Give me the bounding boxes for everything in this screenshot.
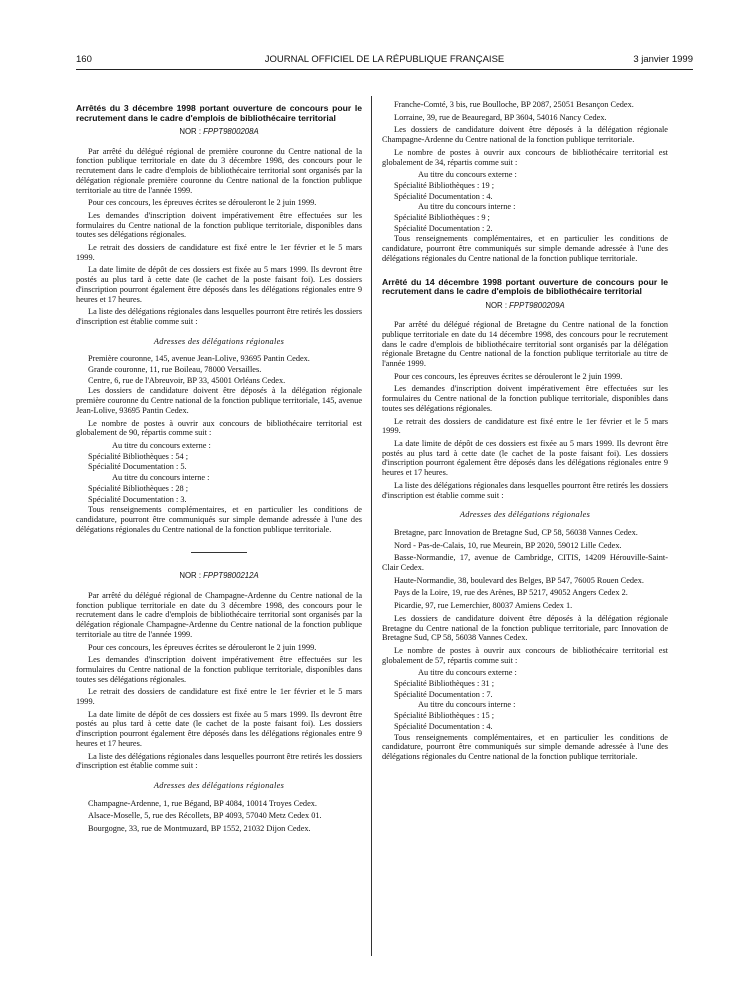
nor-code: FPPT9800212A (203, 571, 259, 581)
paragraph: Le nombre de postes à ouvrir aux concours de bibliothécaire territorial est globalement de 57, répartis comme suit : (382, 645, 668, 665)
paragraph: La date limite de dépôt de ces dossiers est fixée au 5 mars 1999. Ils devront être postés au plus tard à cette date (le cachet de la poste faisant foi). Les dossiers d'inscription pourront également être déposés dans les délégations régionales entre 9 heures et 17 heures. (76, 265, 362, 304)
paragraph: Tous renseignements complémentaires, et en particulier les conditions de candidature, pourront être communiqués sur simple demande adressée à l'une des délégations régionales du Centre national de la fonction publique territoriale. (382, 732, 668, 761)
list-item: Spécialité Documentation : 7. (394, 689, 493, 699)
list-heading: Au titre du concours externe : (112, 440, 211, 450)
address-line: Bourgogne, 33, rue de Montmuzard, BP 1552, 21032 Dijon Cedex. (88, 824, 311, 834)
paragraph: La liste des délégations régionales dans lesquelles pourront être retirés les dossiers d'inscription est établie comme suit : (76, 751, 362, 771)
paragraph: Les demandes d'inscription doivent impérativement être effectuées sur les formulaires du Centre national de la fonction publique territoriale, disponibles dans toutes ses délégations régionales. (382, 384, 668, 413)
list-item: Spécialité Bibliothèques : 9 ; (394, 213, 490, 223)
list-heading: Au titre du concours interne : (418, 202, 516, 212)
paragraph: Les demandes d'inscription doivent impérativement être effectuées sur les formulaires du Centre national de la fonction publique territoriale, disponibles dans toutes ses délégations régionales. (76, 210, 362, 240)
paragraph: Le nombre de postes à ouvrir aux concours de bibliothécaire territorial est globalement de 90, répartis comme suit : (76, 418, 362, 438)
decree-title: Arrêté du 14 décembre 1998 portant ouverture de concours pour le recrutement dans le cadre d'emplois de bibliothécaire territorial (382, 276, 668, 297)
address-line: Nord - Pas-de-Calais, 10, rue Meurein, BP 2020, 59012 Lille Cedex. (394, 540, 622, 550)
header-rule (76, 69, 693, 70)
list-item: Spécialité Bibliothèques : 15 ; (394, 711, 495, 721)
address-line: Haute-Normandie, 38, boulevard des Belges, BP 547, 76005 Rouen Cedex. (394, 575, 644, 585)
paragraph: Le retrait des dossiers de candidature est fixé entre le 1er février et le 5 mars 1999. (76, 687, 362, 707)
address-line: Première couronne, 145, avenue Jean-Lolive, 93695 Pantin Cedex. (88, 354, 310, 364)
paragraph: Pour ces concours, les épreuves écrites se dérouleront le 2 juin 1999. (394, 371, 623, 381)
section-heading: Adresses des délégations régionales (459, 510, 591, 520)
column-separator (371, 96, 372, 956)
paragraph: Par arrêté du délégué régional de Champagne-Ardenne du Centre national de la fonction publique territoriale en date du 3 décembre 1998, des concours pour le recrutement dans le cadre d'emplois de bibliothécaire territorial sont organisés par la délégation régionale Champagne-Ardenne du Centre national de la fonction publique territoriale au titre de l'année 1999. (76, 591, 362, 639)
list-item: Spécialité Documentation : 4. (394, 191, 493, 201)
section-divider (191, 552, 247, 553)
paragraph: La liste des délégations régionales dans lesquelles pourront être retirés les dossiers d'inscription est établie comme suit : (76, 307, 362, 326)
list-heading: Au titre du concours interne : (418, 700, 516, 710)
paragraph: Les demandes d'inscription doivent impérativement être effectuées sur les formulaires du Centre national de la fonction publique territoriale, disponibles dans toutes ses délégations régionales. (76, 655, 362, 684)
right-column (382, 100, 668, 765)
page-header (76, 54, 693, 68)
paragraph: Les dossiers de candidature doivent être déposés à la délégation régionale Champagne-Ardenne du Centre national de la fonction publique territoriale. (382, 125, 668, 145)
address-line: Lorraine, 39, rue de Beauregard, BP 3604, 54016 Nancy Cedex. (394, 112, 607, 122)
decree-title: Arrêtés du 3 décembre 1998 portant ouverture de concours pour le recrutement dans le cadre d'emplois de bibliothécaire territorial (76, 103, 362, 123)
paragraph: Par arrêté du délégué régional de Bretagne du Centre national de la fonction publique territoriale en date du 14 décembre 1998, des concours pour le recrutement dans le cadre d'emplois de bibliothécaire territorial sont organisés par la délégation régionale Bretagne du Centre national de la fonction publique territoriale au titre de l'année 1999. (382, 320, 668, 369)
address-line: Picardie, 97, rue Lemerchier, 80037 Amiens Cedex 1. (394, 601, 573, 611)
list-item: Spécialité Bibliothèques : 28 ; (88, 483, 189, 493)
address-line: Pays de la Loire, 19, rue des Arènes, BP 5217, 49052 Angers Cedex 2. (394, 588, 628, 598)
paragraph: La date limite de dépôt de ces dossiers est fixée au 5 mars 1999. Ils devront être postés au plus tard à cette date (le cachet de la poste faisant foi). Les dossiers d'inscription pourront également être déposés dans les délégations régionales entre 9 heures et 17 heures. (76, 709, 362, 748)
list-item: Spécialité Documentation : 4. (394, 721, 493, 731)
list-item: Spécialité Bibliothèques : 19 ; (394, 180, 495, 190)
nor-reference: NOR : FPPT9800212A (179, 571, 259, 581)
address-line: Basse-Normandie, 17, avenue de Cambridge, CITIS, 14209 Hérouville-Saint-Clair Cedex. (382, 553, 668, 573)
paragraph: Pour ces concours, les épreuves écrites se dérouleront le 2 juin 1999. (88, 198, 317, 208)
paragraph: Le retrait des dossiers de candidature est fixé entre le 1er février et le 5 mars 1999. (76, 243, 362, 262)
list-heading: Au titre du concours externe : (418, 668, 517, 678)
nor-code: FPPT9800208A (203, 127, 259, 136)
list-heading: Au titre du concours externe : (418, 170, 517, 180)
list-heading: Au titre du concours interne : (112, 473, 210, 483)
nor-reference: NOR : FPPT9800208A (179, 127, 259, 136)
address-line: Franche-Comté, 3 bis, rue Boulloche, BP 2087, 25051 Besançon Cedex. (394, 100, 634, 109)
journal-title: JOURNAL OFFICIEL DE LA RÉPUBLIQUE FRANÇAISE (264, 54, 505, 65)
paragraph: Par arrêté du délégué régional de première couronne du Centre national de la fonction publique territoriale en date du 3 décembre 1998, des concours pour le recrutement dans le cadre d'emplois de bibliothécaire territorial sont organisés par la délégation régionale première couronne du Centre national de la fonction publique territoriale au titre de l'année 1999. (76, 146, 362, 195)
address-line: Alsace-Moselle, 5, rue des Récollets, BP 4093, 57040 Metz Cedex 01. (88, 811, 322, 821)
nor-reference: NOR : FPPT9800209A (485, 300, 565, 310)
list-item: Spécialité Bibliothèques : 54 ; (88, 451, 189, 461)
list-item: Spécialité Bibliothèques : 31 ; (394, 679, 495, 689)
address-line: Grande couronne, 11, rue Boileau, 78000 Versailles. (88, 365, 262, 375)
paragraph: Tous renseignements complémentaires, et en particulier les conditions de candidature, pourront être communiqués sur simple demande adressée à l'une des délégations régionales du Centre national de la fonction publique territoriale. (382, 234, 668, 263)
paragraph: Le nombre de postes à ouvrir aux concours de bibliothécaire territorial est globalement de 34, répartis comme suit : (382, 147, 668, 167)
address-line: Bretagne, parc Innovation de Bretagne Sud, CP 58, 56038 Vannes Cedex. (394, 527, 638, 537)
issue-date: 3 janvier 1999 (633, 54, 693, 65)
page-number: 160 (76, 54, 92, 65)
left-column (76, 100, 362, 837)
paragraph: Le retrait des dossiers de candidature est fixé entre le 1er février et le 5 mars 1999. (382, 416, 668, 436)
paragraph: Les dossiers de candidature doivent être déposés à la délégation régionale Bretagne du Centre national de la fonction publique territoriale, parc Innovation de Bretagne Sud, CP 58, 56038 Vannes Cedex. (382, 613, 668, 643)
list-item: Spécialité Documentation : 5. (88, 462, 187, 472)
paragraph: Pour ces concours, les épreuves écrites se dérouleront le 2 juin 1999. (88, 642, 317, 652)
section-heading: Adresses des délégations régionales (153, 780, 285, 790)
list-item: Spécialité Documentation : 3. (88, 494, 187, 504)
section-heading: Adresses des délégations régionales (153, 336, 285, 346)
paragraph: La date limite de dépôt de ces dossiers est fixée au 5 mars 1999. Ils devront être postés au plus tard à cette date (le cachet de la poste faisant foi). Les dossiers d'inscription pourront également être déposés dans les délégations régionales entre 9 heures et 17 heures. (382, 438, 668, 478)
paragraph: La liste des délégations régionales dans lesquelles pourront être retirés les dossiers d'inscription est établie comme suit : (382, 480, 668, 500)
paragraph: Tous renseignements complémentaires, et en particulier les conditions de candidature, pourront être communiqués sur simple demande adressée à l'une des délégations régionales du Centre national de la fonction publique territoriale. (76, 505, 362, 534)
paragraph: Les dossiers de candidature doivent être déposés à la délégation régionale première couronne du Centre national de la fonction publique territoriale, 145, avenue Jean-Lolive, 93695 Pantin Cedex. (76, 386, 362, 415)
list-item: Spécialité Documentation : 2. (394, 223, 493, 233)
address-line: Champagne-Ardenne, 1, rue Bégand, BP 4084, 10014 Troyes Cedex. (88, 798, 317, 808)
address-line: Centre, 6, rue de l'Abreuvoir, BP 33, 45001 Orléans Cedex. (88, 375, 286, 385)
nor-code: FPPT9800209A (509, 300, 565, 310)
